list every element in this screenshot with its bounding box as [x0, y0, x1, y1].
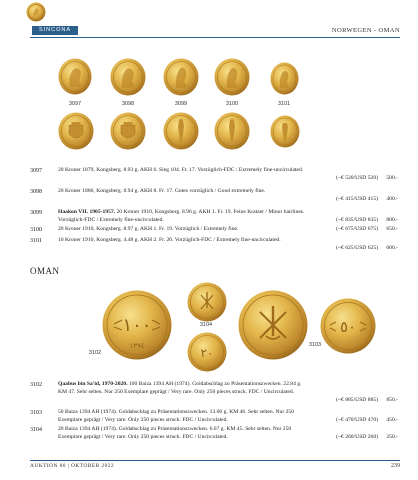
lot-number: 3098 [30, 189, 42, 195]
brand-logo: SINCONA [32, 26, 78, 35]
lot-price: 450.- [386, 417, 398, 423]
lot-price: 600.- [386, 245, 398, 251]
coin-3100-reverse [214, 112, 250, 150]
lot-description [58, 381, 358, 389]
lot-price: 250.- [386, 434, 398, 440]
svg-text:١٣٩٤: ١٣٩٤ [129, 342, 145, 350]
svg-text:١٠٠: ١٠٠ [122, 315, 152, 336]
lot-description-line2: Vorzüglich-FDC / Extremely fine-uncirculated. [58, 217, 164, 223]
lot-estimate: (~€ 675/USD 675) [336, 226, 378, 232]
coin-label: 3102 [88, 350, 102, 356]
coin-3097-obverse [58, 58, 92, 95]
lot-description: 50 Baiza 1394 AH (1974). Goldabschlag zu Präsentationszwecken. 13.06 g. KM 46. Sehr selten. Nur 250 [58, 409, 294, 415]
lot-description: 20 Kroner 1910, Kongsberg. 8.97 g. AKH 1. Fr. 19. Vorzüglich / Extremely fine. [58, 226, 239, 232]
lot-estimate: (~€ 470/USD 470) [336, 417, 378, 423]
lot-number: 3102 [30, 382, 42, 388]
lot-number: 3103 [30, 410, 42, 416]
coin-label: 3103 [308, 342, 322, 348]
ruler-heading: Qaabus bin Sa'id, 1970-2020. [58, 381, 128, 387]
lot-number: 3099 [30, 210, 42, 216]
coin-label: 3098 [121, 101, 135, 107]
lot-description-line2: KM 47. Sehr selten. Nur 250 Exemplare geprägt / Very rare. Only 250 pieces struck. FDC / Uncirculated. [58, 389, 295, 395]
coin-3100-obverse [214, 58, 250, 96]
lot-description: 20 Kroner 1879, Kongsberg. 8.93 g. AKH 6. Sieg 104. Fr. 17. Vorzüglich-FDC / Extremely fine-uncirculated. [58, 167, 304, 173]
header-divider [30, 37, 400, 38]
section-title: NORWEGEN - OMAN [331, 27, 400, 34]
coin-label: 3104 [199, 322, 213, 328]
coin-3099-obverse [163, 58, 199, 96]
coin-3101-reverse [270, 115, 300, 148]
lot-number: 3100 [30, 227, 42, 233]
coin-3101-obverse [270, 62, 299, 95]
svg-text:٥٠: ٥٠ [339, 318, 357, 336]
lot-description-text: 20 Kroner 1910, Kongsberg. 8.96 g. AKH 1. Fr. 19. Feine Kratzer / Minor hairlines. [115, 209, 305, 215]
lot-price: 800.- [386, 217, 398, 223]
coin-label: 3100 [225, 101, 239, 107]
lot-estimate: (~€ 415/USD 415) [336, 196, 378, 202]
lot-number: 3101 [30, 238, 42, 244]
lot-price: 850.- [386, 397, 398, 403]
coin-3104-obverse [187, 282, 227, 322]
lot-price: 400.- [386, 196, 398, 202]
lot-estimate: (~€ 835/USD 835) [336, 217, 378, 223]
coin-3098-reverse [110, 112, 146, 150]
lot-estimate: (~€ 625/USD 625) [336, 245, 378, 251]
lot-number: 3104 [30, 427, 42, 433]
lot-estimate: (~€ 260/USD 260) [336, 434, 378, 440]
lot-estimate: (~€ 520/USD 520) [336, 175, 378, 181]
lot-description: 10 Kroner 1910, Kongsberg. 4.48 g. AKH 2. Fr. 20. Vorzüglich-FDC / Extremely fine-uncirculated. [58, 237, 281, 243]
coin-3102-obverse [102, 290, 172, 360]
footer-auction-info: AUKTION 80 | OKTOBER 2022 [30, 463, 115, 469]
lot-description-line2: Exemplare geprägt / Very rare. Only 250 pieces struck. FDC / Uncirculated. [58, 417, 228, 423]
coin-3099-reverse [163, 112, 199, 150]
header-coin-icon [26, 2, 46, 22]
lot-description-text: 100 Baiza 1394 AH (1974). Goldabschlag zu Präsentationszwecken. 22.84 g. [127, 381, 302, 387]
lot-description: 20 Baiza 1394 AH (1974). Goldabschlag zu Präsentationszwecken. 6.07 g. KM 45. Sehr selten. Nur 250 [58, 426, 292, 432]
lot-price: 500.- [386, 175, 398, 181]
coin-3098-obverse [110, 58, 146, 96]
lot-estimate: (~€ 885/USD 885) [336, 397, 378, 403]
lot-description-line2: Exemplare geprägt / Very rare. Only 250 pieces struck. FDC / Uncirculated. [58, 434, 228, 440]
lot-number: 3097 [30, 168, 42, 174]
coin-label: 3097 [68, 101, 82, 107]
coin-label: 3099 [174, 101, 188, 107]
section-heading-oman: OMAN [30, 266, 60, 276]
coin-3103-obverse [320, 298, 376, 354]
page-number: 239 [391, 463, 400, 469]
svg-text:٢٠: ٢٠ [200, 346, 214, 360]
ruler-heading: Haakon VII. 1905-1957. [58, 209, 116, 215]
lot-description [58, 209, 358, 217]
coin-3097-reverse [58, 112, 94, 150]
coin-3104-reverse [187, 332, 227, 372]
lot-price: 650.- [386, 226, 398, 232]
coin-3102-reverse [238, 290, 308, 360]
lot-description: 20 Kroner 1886, Kongsberg. 8.94 g. AKH 8. Fr. 17. Gutes vorzüglich / Good extremely fine. [58, 188, 266, 194]
coin-label: 3101 [277, 101, 291, 107]
footer-divider [30, 460, 400, 461]
